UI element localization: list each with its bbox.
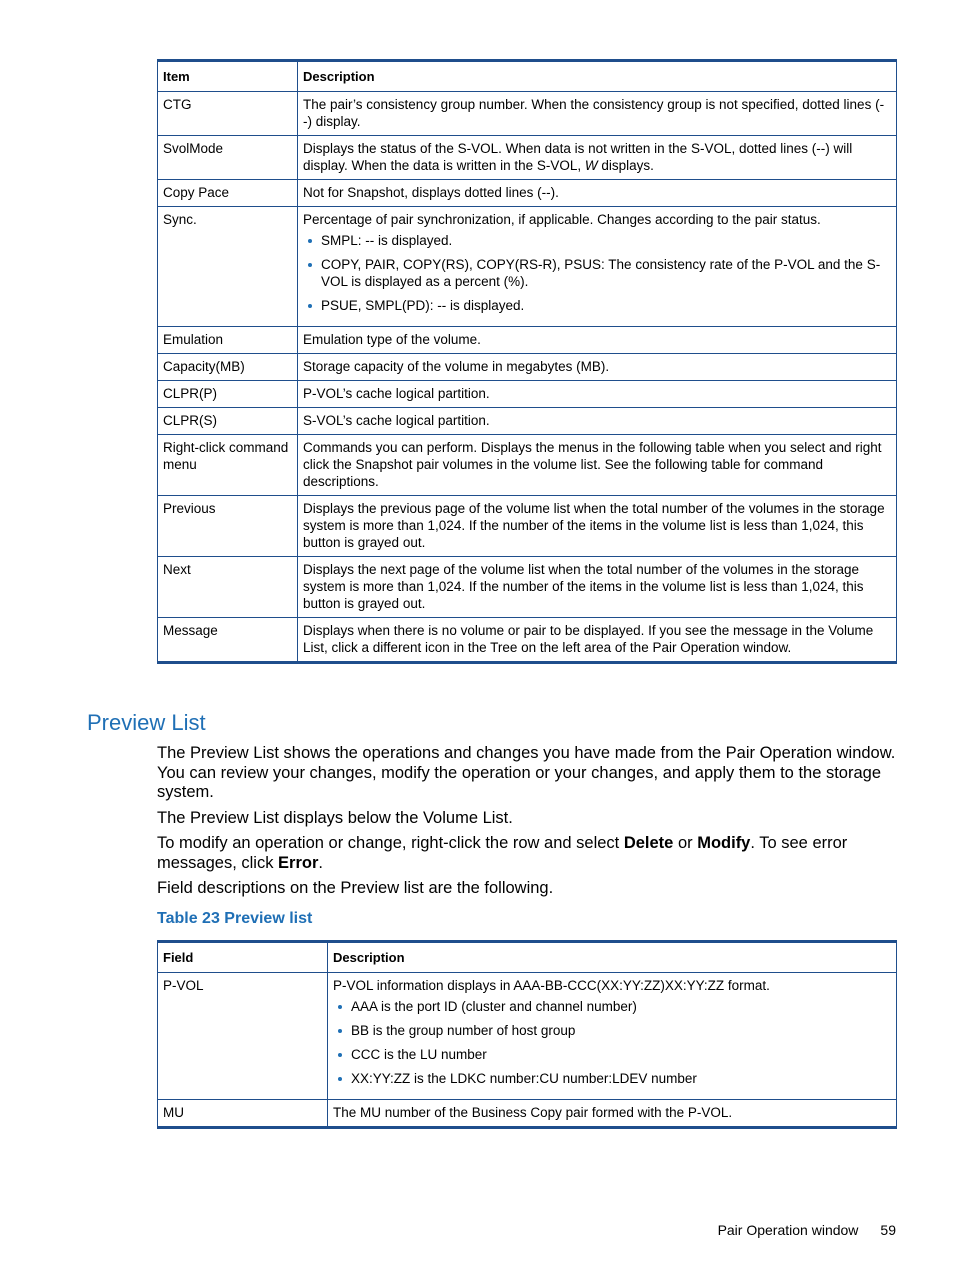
item-cell: CTG — [158, 92, 298, 136]
description-cell: The MU number of the Business Copy pair formed with the P-VOL. — [328, 1100, 897, 1128]
table-row — [158, 618, 897, 663]
list-item: COPY, PAIR, COPY(RS), COPY(RS-R), PSUS: The consistency rate of the P-VOL and the S-VOL is displayed as a percent (%). — [321, 256, 891, 290]
item-cell: SvolMode — [158, 136, 298, 180]
table-row — [158, 180, 897, 207]
table-header-row — [158, 942, 897, 973]
footer-section-name: Pair Operation window — [717, 1222, 859, 1238]
table-row — [158, 557, 897, 618]
field-cell: MU — [158, 1100, 328, 1128]
description-text: Percentage of pair synchronization, if applicable. Changes according to the pair status. — [303, 212, 821, 227]
page-number: 59 — [880, 1222, 896, 1238]
table-row — [158, 496, 897, 557]
description-cell — [328, 973, 897, 1100]
paragraph-text: . — [318, 853, 323, 872]
list-item: SMPL: -- is displayed. — [321, 232, 891, 249]
table-row — [158, 408, 897, 435]
table-row — [158, 327, 897, 354]
field-cell: P-VOL — [158, 973, 328, 1100]
list-item: AAA is the port ID (cluster and channel number) — [351, 998, 891, 1015]
description-cell: S-VOL’s cache logical partition. — [298, 408, 897, 435]
table-row — [158, 207, 897, 327]
description-cell: Emulation type of the volume. — [298, 327, 897, 354]
item-cell: Message — [158, 618, 298, 663]
list-item: CCC is the LU number — [351, 1046, 891, 1063]
description-cell: P-VOL’s cache logical partition. — [298, 381, 897, 408]
item-cell: Sync. — [158, 207, 298, 327]
description-cell: Commands you can perform. Displays the menus in the following table when you select and right click the Snapshot pair volumes in the volume list. See the following table for command descriptions. — [298, 435, 897, 496]
table-row — [158, 973, 897, 1100]
description-cell: The pair’s consistency group number. When the consistency group is not specified, dotted lines (--) display. — [298, 92, 897, 136]
list-item: PSUE, SMPL(PD): -- is displayed. — [321, 297, 891, 314]
error-command-label: Error — [278, 853, 319, 872]
paragraph: The Preview List displays below the Volume List. — [157, 808, 513, 827]
bullet-list — [333, 998, 891, 1087]
column-header-description: Description — [298, 61, 897, 92]
description-cell: Displays the previous page of the volume list when the total number of the volumes in the storage system is more than 1,024. If the number of the items in the volume list is less than 1,024, this button is grayed out. — [298, 496, 897, 557]
section-body — [157, 744, 902, 905]
description-emphasis: W — [584, 158, 598, 173]
description-text: Displays the status of the S-VOL. When data is not written in the S-VOL, dotted lines (--) will display. When the data is written in the S-VOL, — [303, 141, 853, 173]
description-cell: Displays when there is no volume or pair to be displayed. If you see the message in the Volume List, click a different icon in the Tree on the left area of the Pair Operation window. — [298, 618, 897, 663]
column-header-description: Description — [328, 942, 897, 973]
item-cell: Capacity(MB) — [158, 354, 298, 381]
paragraph-text: or — [673, 834, 698, 852]
table-row — [158, 435, 897, 496]
table-row — [158, 136, 897, 180]
table-row — [158, 381, 897, 408]
table-row — [158, 1100, 897, 1128]
item-cell: CLPR(S) — [158, 408, 298, 435]
table-header-row — [158, 61, 897, 92]
description-cell — [298, 136, 897, 180]
item-cell: CLPR(P) — [158, 381, 298, 408]
column-header-field: Field — [158, 942, 328, 973]
description-cell: Displays the next page of the volume list when the total number of the volumes in the storage system is more than 1,024. If the number of the items in the volume list is less than 1,024, this button is grayed out. — [298, 557, 897, 618]
table-row — [158, 92, 897, 136]
description-text: displays. — [597, 158, 654, 173]
list-item: BB is the group number of host group — [351, 1022, 891, 1039]
description-text: P-VOL information displays in AAA-BB-CCC(XX:YY:ZZ)XX:YY:ZZ format. — [333, 978, 770, 993]
list-item: XX:YY:ZZ is the LDKC number:CU number:LDEV number — [351, 1070, 891, 1087]
modify-command-label: Modify — [697, 834, 751, 852]
delete-command-label: Delete — [623, 834, 674, 852]
section-heading: Preview List — [87, 710, 206, 735]
item-cell: Right-click command menu — [158, 435, 298, 496]
paragraph: The Preview List shows the operations and changes you have made from the Pair Operation window. You can review your changes, modify the operation or your changes, and apply them to the storage system. — [157, 744, 896, 801]
paragraph — [157, 834, 902, 873]
item-cell: Emulation — [158, 327, 298, 354]
item-cell: Previous — [158, 496, 298, 557]
table-row — [158, 354, 897, 381]
item-cell: Copy Pace — [158, 180, 298, 207]
preview-list-table — [157, 940, 897, 1129]
description-cell: Storage capacity of the volume in megabytes (MB). — [298, 354, 897, 381]
table-caption: Table 23 Preview list — [157, 910, 313, 927]
paragraph-text: To modify an operation or change, right-click the row and select — [157, 834, 624, 852]
paragraph: Field descriptions on the Preview list are the following. — [157, 879, 554, 897]
volume-list-items-table — [157, 59, 897, 664]
description-cell — [298, 207, 897, 327]
paragraph-text: . To see error messages, click — [157, 834, 848, 872]
item-cell: Next — [158, 557, 298, 618]
description-cell: Not for Snapshot, displays dotted lines (--). — [298, 180, 897, 207]
page-footer — [718, 1222, 896, 1238]
bullet-list — [303, 232, 891, 314]
column-header-item: Item — [158, 61, 298, 92]
